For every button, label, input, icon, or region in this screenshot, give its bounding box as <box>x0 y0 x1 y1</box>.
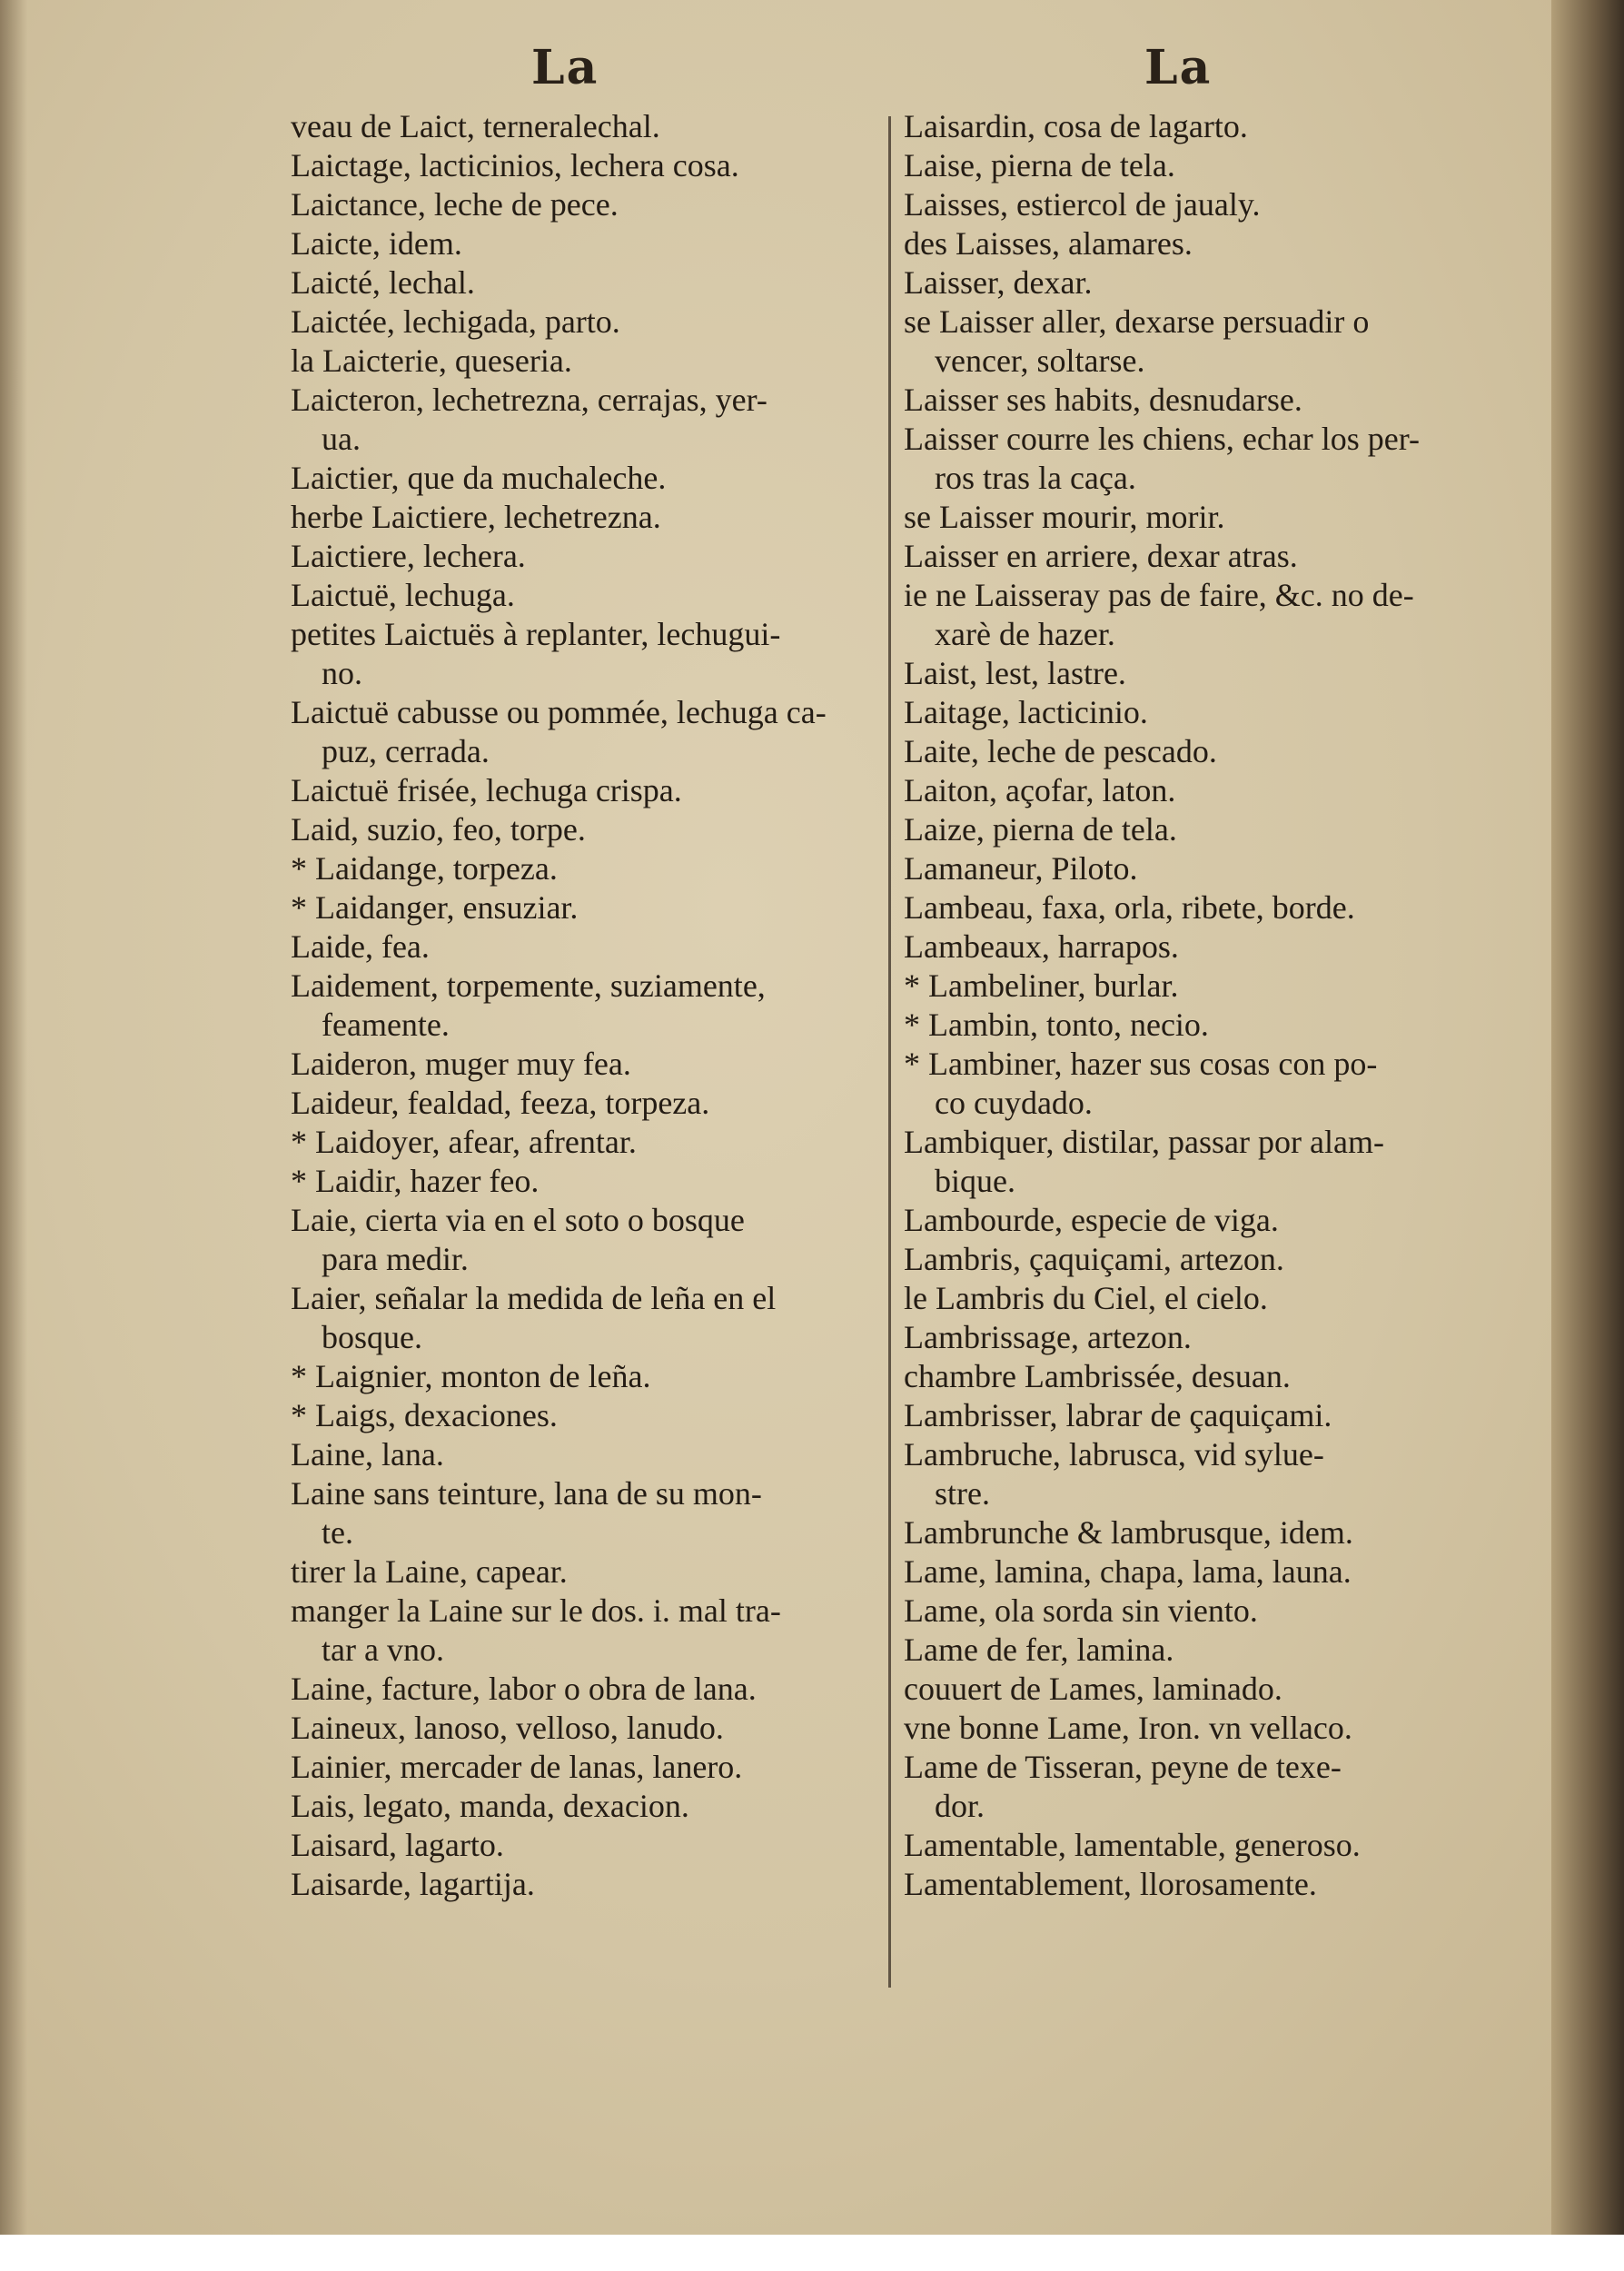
dictionary-entry <box>291 1279 883 1357</box>
entry-continuation-line: ua. <box>322 421 361 457</box>
entry-continuation-line: no. <box>322 655 362 691</box>
dictionary-entry <box>904 888 1494 927</box>
dictionary-entry <box>291 615 883 693</box>
entry-line: Laiton, açofar, laton. <box>904 772 1176 808</box>
dictionary-entry <box>904 967 1494 1006</box>
dictionary-entry <box>291 1123 883 1162</box>
dictionary-entry <box>291 1435 883 1474</box>
entry-line: Lambris, çaquiçami, artezon. <box>904 1241 1284 1277</box>
entry-line: Laisarde, lagartija. <box>291 1866 535 1902</box>
dictionary-entry <box>904 576 1494 654</box>
entry-continuation-line: puz, cerrada. <box>322 733 490 769</box>
dictionary-entry <box>291 1162 883 1201</box>
entry-continuation-line: para medir. <box>322 1241 469 1277</box>
entry-line: Lambeaux, harrapos. <box>904 928 1179 965</box>
entry-line: tirer la Laine, capear. <box>291 1553 568 1590</box>
entry-line: Laictuë frisée, lechuga crispa. <box>291 772 682 808</box>
dictionary-entry <box>291 1865 883 1904</box>
dictionary-entry <box>291 1552 883 1592</box>
entry-line: Laie, cierta via en el soto o bosque <box>291 1202 745 1238</box>
entry-continuation-line: dor. <box>935 1788 985 1824</box>
dictionary-entry <box>291 927 883 967</box>
entry-line: Lambourde, especie de viga. <box>904 1202 1279 1238</box>
entry-line: couuert de Lames, laminado. <box>904 1671 1282 1707</box>
dictionary-entry <box>291 888 883 927</box>
scan-border-bottom <box>0 2235 1624 2271</box>
dictionary-entry <box>904 927 1494 967</box>
dictionary-entry <box>291 146 883 185</box>
dictionary-entry <box>291 1787 883 1826</box>
running-head-right: La <box>1144 40 1213 95</box>
dictionary-entry <box>291 1474 883 1552</box>
dictionary-entry <box>904 1240 1494 1279</box>
entry-continuation-line: te. <box>322 1514 353 1551</box>
entry-line: herbe Laictiere, lechetrezna. <box>291 499 661 535</box>
entry-line: Lame, lamina, chapa, lama, launa. <box>904 1553 1352 1590</box>
dictionary-entry <box>291 459 883 498</box>
entry-line: Laize, pierna de tela. <box>904 811 1177 848</box>
entry-line: Laisardin, cosa de lagarto. <box>904 108 1248 144</box>
entry-line: Laideur, fealdad, feeza, torpeza. <box>291 1085 710 1121</box>
entry-line: * Laidanger, ensuziar. <box>291 889 579 926</box>
entry-continuation-line: co cuydado. <box>935 1085 1093 1121</box>
dictionary-entry <box>291 967 883 1045</box>
dictionary-entry <box>904 1045 1494 1123</box>
entry-line: * Lambiner, hazer sus cosas con po- <box>904 1046 1378 1082</box>
entry-line: Lambrisser, labrar de çaquiçami. <box>904 1397 1332 1433</box>
page-shadow-left <box>0 0 27 2271</box>
dictionary-entry <box>291 302 883 342</box>
dictionary-entry <box>291 810 883 849</box>
dictionary-entry <box>904 381 1494 420</box>
entry-line: vne bonne Lame, Iron. vn vellaco. <box>904 1710 1352 1746</box>
entry-continuation-line: feamente. <box>322 1007 450 1043</box>
dictionary-entry <box>291 381 883 459</box>
entry-line: se Laisser mourir, morir. <box>904 499 1225 535</box>
dictionary-entry <box>904 420 1494 498</box>
entry-line: Lambiquer, distilar, passar por alam- <box>904 1124 1384 1160</box>
dictionary-entry <box>904 1357 1494 1396</box>
page-edge-right <box>1551 0 1624 2235</box>
entry-line: Lambruche, labrusca, vid sylue- <box>904 1436 1324 1473</box>
dictionary-entry <box>904 1006 1494 1045</box>
dictionary-entry <box>291 498 883 537</box>
left-column <box>291 107 883 1904</box>
dictionary-entry <box>904 1123 1494 1201</box>
entry-line: Laictier, que da muchaleche. <box>291 460 667 496</box>
entry-line: Lainier, mercader de lanas, lanero. <box>291 1749 743 1785</box>
entry-line: chambre Lambrissée, desuan. <box>904 1358 1291 1394</box>
entry-line: Laidement, torpemente, suziamente, <box>291 967 766 1004</box>
column-divider <box>888 116 891 1988</box>
entry-line: * Laignier, monton de leña. <box>291 1358 651 1394</box>
entry-line: petites Laictuës à replanter, lechugui- <box>291 616 781 652</box>
entry-line: Laise, pierna de tela. <box>904 147 1175 183</box>
dictionary-entry <box>291 185 883 224</box>
dictionary-entry <box>291 771 883 810</box>
entry-line: Laisser courre les chiens, echar los per- <box>904 421 1421 457</box>
dictionary-entry <box>904 1631 1494 1670</box>
entry-line: * Laidange, torpeza. <box>291 850 558 887</box>
entry-line: Laictuë, lechuga. <box>291 577 515 613</box>
dictionary-entry <box>904 1318 1494 1357</box>
entry-line: Laine, facture, labor o obra de lana. <box>291 1671 757 1707</box>
dictionary-entry <box>904 263 1494 302</box>
dictionary-entry <box>904 1592 1494 1631</box>
dictionary-entry <box>291 1709 883 1748</box>
entry-line: Lambeau, faxa, orla, ribete, borde. <box>904 889 1355 926</box>
entry-line: Laid, suzio, feo, torpe. <box>291 811 586 848</box>
entry-line: Laineux, lanoso, velloso, lanudo. <box>291 1710 724 1746</box>
dictionary-entry <box>904 1748 1494 1826</box>
dictionary-entry <box>904 810 1494 849</box>
entry-continuation-line: bique. <box>935 1163 1015 1199</box>
dictionary-entry <box>904 1279 1494 1318</box>
dictionary-entry <box>291 263 883 302</box>
entry-line: * Laidoyer, afear, afrentar. <box>291 1124 637 1160</box>
entry-line: Laictance, leche de pece. <box>291 186 619 223</box>
entry-continuation-line: xarè de hazer. <box>935 616 1115 652</box>
entry-line: Laide, fea. <box>291 928 430 965</box>
entry-line: Laicté, lechal. <box>291 264 475 301</box>
entry-line: Laictuë cabusse ou pommée, lechuga ca- <box>291 694 827 730</box>
entry-continuation-line: tar a vno. <box>322 1631 444 1668</box>
entry-line: * Laidir, hazer feo. <box>291 1163 540 1199</box>
dictionary-entry <box>904 1396 1494 1435</box>
entry-line: Laisard, lagarto. <box>291 1827 504 1863</box>
entry-line: Laitage, lacticinio. <box>904 694 1148 730</box>
entry-continuation-line: stre. <box>935 1475 990 1512</box>
dictionary-entry <box>291 537 883 576</box>
entry-line: Lame, ola sorda sin viento. <box>904 1592 1258 1629</box>
dictionary-entry <box>291 1357 883 1396</box>
entry-line: * Laigs, dexaciones. <box>291 1397 558 1433</box>
entry-continuation-line: vencer, soltarse. <box>935 342 1145 379</box>
dictionary-entry <box>904 498 1494 537</box>
entry-line: Laicteron, lechetrezna, cerrajas, yer- <box>291 382 767 418</box>
entry-line: Lame de fer, lamina. <box>904 1631 1174 1668</box>
entry-line: Laisses, estiercol de jaualy. <box>904 186 1261 223</box>
dictionary-entry <box>291 849 883 888</box>
entry-line: ie ne Laisseray pas de faire, &c. no de- <box>904 577 1414 613</box>
dictionary-entry <box>904 654 1494 693</box>
entry-line: la Laicterie, queseria. <box>291 342 572 379</box>
dictionary-entry <box>904 1435 1494 1513</box>
dictionary-entry <box>291 693 883 771</box>
entry-line: Laist, lest, lastre. <box>904 655 1126 691</box>
dictionary-entry <box>904 537 1494 576</box>
entry-line: Lamentablement, llorosamente. <box>904 1866 1317 1902</box>
dictionary-entry <box>291 1826 883 1865</box>
entry-line: manger la Laine sur le dos. i. mal tra- <box>291 1592 781 1629</box>
dictionary-entry <box>904 849 1494 888</box>
entry-line: Laideron, muger muy fea. <box>291 1046 631 1082</box>
entry-line: Laine, lana. <box>291 1436 444 1473</box>
entry-line: Lame de Tisseran, peyne de texe- <box>904 1749 1342 1785</box>
dictionary-entry <box>291 1084 883 1123</box>
entry-line: se Laisser aller, dexarse persuadir o <box>904 303 1370 340</box>
dictionary-entry <box>904 185 1494 224</box>
dictionary-entry <box>291 224 883 263</box>
entry-continuation-line: bosque. <box>322 1319 422 1355</box>
dictionary-entry <box>291 1670 883 1709</box>
dictionary-entry <box>904 107 1494 146</box>
dictionary-entry <box>291 342 883 381</box>
dictionary-entry <box>291 1045 883 1084</box>
entry-line: * Lambeliner, burlar. <box>904 967 1179 1004</box>
entry-line: Lamentable, lamentable, generoso. <box>904 1827 1361 1863</box>
dictionary-entry <box>904 1826 1494 1865</box>
dictionary-entry <box>291 1592 883 1670</box>
entry-line: Lamaneur, Piloto. <box>904 850 1138 887</box>
entry-line: Laictage, lacticinios, lechera cosa. <box>291 147 739 183</box>
dictionary-entry <box>904 732 1494 771</box>
dictionary-entry <box>904 302 1494 381</box>
entry-line: Laisser, dexar. <box>904 264 1093 301</box>
dictionary-entry <box>904 1513 1494 1552</box>
dictionary-entry <box>904 1865 1494 1904</box>
dictionary-entry <box>904 771 1494 810</box>
entry-line: Laier, señalar la medida de leña en el <box>291 1280 777 1316</box>
dictionary-entry <box>904 224 1494 263</box>
dictionary-entry <box>291 1748 883 1787</box>
entry-continuation-line: ros tras la caça. <box>935 460 1136 496</box>
entry-line: * Lambin, tonto, necio. <box>904 1007 1209 1043</box>
entry-line: des Laisses, alamares. <box>904 225 1193 262</box>
entry-line: Laite, leche de pescado. <box>904 733 1217 769</box>
entry-line: veau de Laict, terneralechal. <box>291 108 660 144</box>
dictionary-entry <box>904 1670 1494 1709</box>
dictionary-entry <box>904 1552 1494 1592</box>
dictionary-entry <box>291 107 883 146</box>
entry-line: Laisser ses habits, desnudarse. <box>904 382 1302 418</box>
entry-line: Laictée, lechigada, parto. <box>291 303 620 340</box>
dictionary-entry <box>291 1201 883 1279</box>
entry-line: le Lambris du Ciel, el cielo. <box>904 1280 1268 1316</box>
entry-line: Laicte, idem. <box>291 225 462 262</box>
entry-line: Lambrissage, artezon. <box>904 1319 1192 1355</box>
entry-line: Laictiere, lechera. <box>291 538 526 574</box>
entry-line: Lais, legato, manda, dexacion. <box>291 1788 689 1824</box>
dictionary-entry <box>904 1709 1494 1748</box>
right-column <box>904 107 1494 1904</box>
dictionary-entry <box>904 146 1494 185</box>
dictionary-entry <box>291 1396 883 1435</box>
dictionary-entry <box>904 693 1494 732</box>
entry-line: Laisser en arriere, dexar atras. <box>904 538 1298 574</box>
running-head-left: La <box>531 40 599 95</box>
dictionary-entry <box>904 1201 1494 1240</box>
entry-line: Lambrunche & lambrusque, idem. <box>904 1514 1353 1551</box>
dictionary-entry <box>291 576 883 615</box>
entry-line: Laine sans teinture, lana de su mon- <box>291 1475 762 1512</box>
